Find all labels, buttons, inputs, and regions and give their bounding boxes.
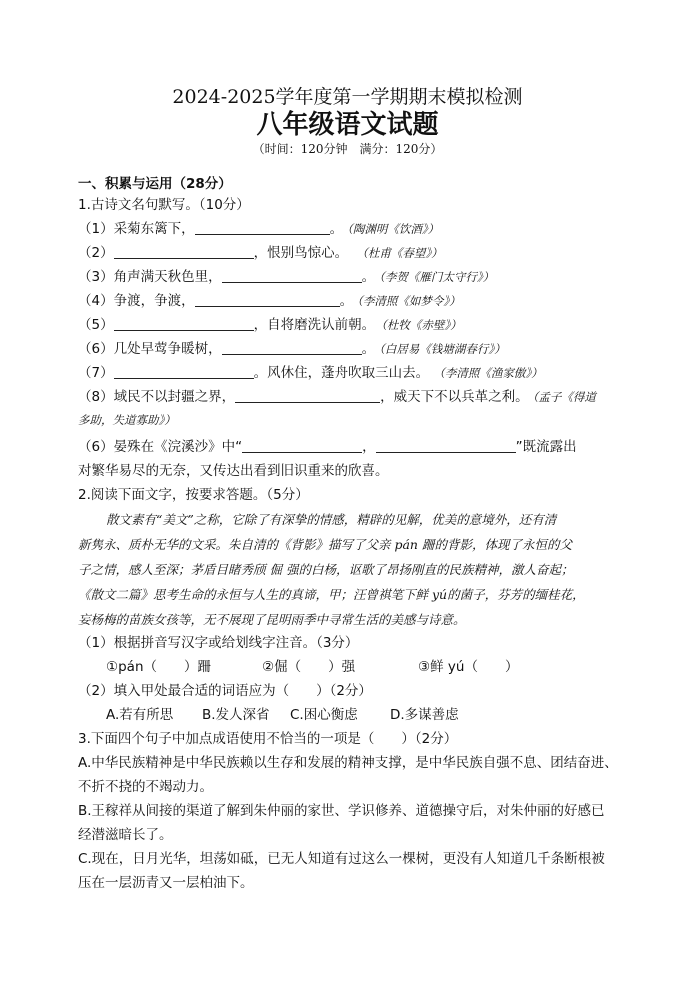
- poem-item: [78, 436, 577, 458]
- item-text: 。: [339, 293, 354, 309]
- choice-line[interactable]: A.中华民族精神是中华民族赖以生存和发展的精神支撑，是中华民族自强不息、团结奋进、: [78, 755, 618, 771]
- item-text: 。: [361, 341, 376, 357]
- item-source: （白居易《钱塘湖春行》）: [379, 342, 506, 356]
- poem-item: [78, 386, 596, 408]
- section-heading: 一、积累与运用（28分）: [78, 176, 232, 192]
- item-source: （孟子《得道: [532, 390, 596, 404]
- passage-line: 《散文二篇》思考生命的永恒与人生的真谛，甲；汪曾祺笔下鲜 yú的菌子，芬芳的缅桂花，: [78, 587, 585, 602]
- poem-item: [78, 218, 439, 240]
- option-c[interactable]: C.困心衡虑: [290, 707, 358, 723]
- option-b[interactable]: B.发人深省: [202, 707, 270, 723]
- item-text: ，自将磨洗认前朝。: [253, 317, 376, 333]
- answer-blank[interactable]: [195, 292, 340, 307]
- item-text-continued: 对繁华易尽的无奈，又传达出看到旧识重来的欣喜。: [78, 463, 389, 479]
- item-text: ，: [362, 439, 376, 455]
- item-text: 。风休住，蓬舟吹取三山去。: [253, 365, 430, 381]
- pinyin-item[interactable]: ③鲜 yú（ ）: [418, 659, 519, 675]
- pinyin-item[interactable]: ①pán（ ）跚: [106, 659, 212, 675]
- item-text: ，威天下不以兵革之利。: [380, 389, 529, 405]
- answer-blank[interactable]: [114, 316, 254, 331]
- item-text: 角声满天秋色里，: [113, 269, 222, 285]
- exam-meta: （时间：120分钟 满分：120分）: [252, 142, 443, 156]
- passage-line: 子之情，感人至深；茅盾目睹秀颀 倔 强的白杨，讴歌了昂扬刚直的民族精神，激人奋起；: [78, 562, 574, 577]
- exam-title-sub: 八年级语文试题: [256, 110, 439, 140]
- exam-title-main: 2024-2025学年度第一学期期末模拟检测: [172, 86, 523, 108]
- question-2-prompt: 2.阅读下面文字，按要求答题。（5分）: [78, 487, 309, 503]
- item-source: （杜牧《赤壁》）: [381, 318, 462, 332]
- item-text: 采菊东篱下，: [113, 221, 195, 237]
- passage-line: 妄杨梅的苗族女孩等，无不展现了昆明雨季中寻常生活的美感与诗意。: [78, 612, 466, 627]
- question-1-prompt: 1.古诗文名句默写。（10分）: [78, 197, 250, 213]
- answer-blank[interactable]: [195, 220, 330, 235]
- item-text: 争渡，争渡，: [113, 293, 195, 309]
- choice-line[interactable]: C.现在，日月光华，坦荡如砥，已无人知道有过这么一棵树，更没有人知道几千条断根被: [78, 851, 605, 867]
- answer-blank[interactable]: [114, 244, 254, 259]
- item-number: （7）: [78, 365, 114, 381]
- poem-item: [78, 290, 461, 312]
- answer-blank[interactable]: [222, 268, 362, 283]
- passage-line: 散文素有“美文”之称，它除了有深挚的情感，精辟的见解，优美的意境外，还有清: [106, 512, 557, 527]
- item-number: （8）: [78, 389, 114, 405]
- poem-item: [78, 338, 506, 360]
- item-number: （3）: [78, 269, 114, 285]
- option-d[interactable]: D.多谋善虑: [390, 707, 459, 723]
- item-text: ，恨别鸟惊心。: [253, 245, 349, 261]
- item-source: （杜甫《春望》）: [362, 246, 443, 260]
- choice-line: 压在一层沥青又一层柏油下。: [78, 875, 254, 891]
- answer-blank[interactable]: [235, 388, 380, 403]
- choice-line: 经潜滋暗长了。: [78, 827, 173, 843]
- item-source: （陶渊明《饮酒》）: [347, 222, 440, 236]
- question-3-prompt: 3.下面四个句子中加点成语使用不恰当的一项是（ ）（2分）: [78, 731, 458, 747]
- item-number: （1）: [78, 221, 114, 237]
- item-source-continued: 多助，失道寡助》）: [78, 413, 176, 427]
- choice-line[interactable]: B.王稼祥从间接的渠道了解到朱仲丽的家世、学识修养、道德操守后，对朱仲丽的好感已: [78, 803, 605, 819]
- poem-item: [78, 242, 443, 264]
- item-number: （6）: [78, 439, 114, 455]
- poem-item: [78, 266, 494, 288]
- option-a[interactable]: A.若有所思: [106, 707, 174, 723]
- answer-blank[interactable]: [114, 364, 254, 379]
- item-source: （李清照《渔家傲》）: [439, 366, 543, 380]
- poem-item: [78, 362, 543, 384]
- pinyin-item[interactable]: ②倔（ ）强: [262, 659, 356, 675]
- item-text: 。: [361, 269, 376, 285]
- poem-item: [78, 314, 462, 336]
- answer-blank[interactable]: [222, 340, 362, 355]
- choice-line: 不折不挠的不竭动力。: [78, 779, 213, 795]
- item-source: （李清照《如梦令》）: [357, 294, 461, 308]
- answer-blank[interactable]: [242, 438, 362, 453]
- item-text: 。: [329, 221, 344, 237]
- item-text: 域民不以封疆之界，: [113, 389, 236, 405]
- passage-line: 新隽永、质朴无华的文采。朱自清的《背影》描写了父亲 pán 跚的背影，体现了永恒的父: [78, 537, 572, 552]
- question-2-sub2: （2）填入甲处最合适的词语应为（ ）（2分）: [78, 683, 372, 699]
- item-number: （4）: [78, 293, 114, 309]
- item-number: （2）: [78, 245, 114, 261]
- item-number: （6）: [78, 341, 114, 357]
- item-number: （5）: [78, 317, 114, 333]
- question-2-sub1: （1）根据拼音写汉字或给划线字注音。（3分）: [78, 635, 359, 651]
- item-source: （李贺《雁门太守行》）: [379, 270, 495, 284]
- item-text: ”既流露出: [515, 439, 577, 455]
- item-text: 几处早莺争暖树，: [113, 341, 222, 357]
- item-text: 晏殊在《浣溪沙》中“: [113, 439, 243, 455]
- answer-blank[interactable]: [376, 438, 516, 453]
